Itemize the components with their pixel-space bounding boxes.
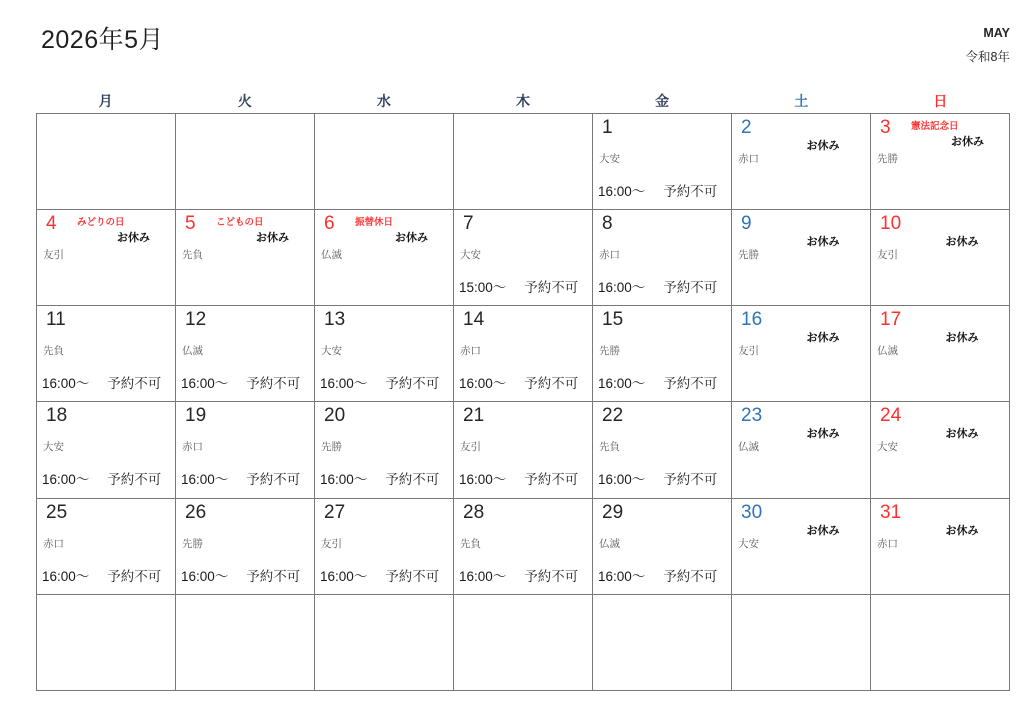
empty-cell [454, 595, 593, 691]
rokuyo-label: 仏滅 [738, 441, 759, 454]
corner-labels [966, 26, 1010, 65]
day-number: 7 [463, 213, 474, 235]
day-cell [315, 402, 454, 498]
day-cell [315, 210, 454, 306]
day-number: 12 [185, 309, 207, 331]
page-title: 2026年5月 [41, 26, 165, 54]
closed-label: お休み [256, 232, 290, 245]
time-label: 16:00〜 [320, 568, 368, 584]
closed-label: お休み [806, 236, 840, 249]
availability-note [459, 372, 578, 392]
status-label: 予約不可 [524, 472, 579, 488]
weekday-label: 金 [655, 93, 670, 109]
rokuyo-label: 友引 [321, 537, 342, 550]
rokuyo-label: 仏滅 [877, 345, 898, 358]
day-cell [593, 210, 732, 306]
time-label: 16:00〜 [459, 472, 507, 488]
weekday-label: 火 [237, 93, 252, 109]
time-label: 16:00〜 [598, 280, 646, 296]
weekday-label: 水 [376, 93, 391, 109]
day-number: 23 [741, 405, 763, 427]
day-cell [732, 402, 871, 498]
day-number: 31 [880, 501, 902, 523]
status-label: 予約不可 [385, 376, 440, 392]
day-cell [454, 210, 593, 306]
rokuyo-label: 大安 [599, 153, 620, 165]
closed-label: お休み [951, 136, 985, 148]
day-cell [454, 402, 593, 498]
day-number: 27 [324, 501, 346, 523]
closed-label: お休み [806, 140, 840, 152]
day-cell [593, 499, 732, 595]
availability-note [598, 276, 717, 296]
day-number: 28 [463, 501, 485, 523]
day-number: 8 [602, 213, 613, 235]
time-label: 16:00〜 [320, 472, 368, 488]
day-cell [593, 306, 732, 402]
time-label: 16:00〜 [181, 376, 229, 392]
day-number: 5 [185, 213, 196, 235]
day-number: 14 [463, 309, 485, 331]
weekday-label: 日 [933, 93, 948, 109]
availability-note [42, 565, 161, 585]
day-cell [732, 210, 871, 306]
status-label: 予約不可 [524, 280, 579, 296]
day-cell [732, 499, 871, 595]
day-number: 29 [602, 501, 624, 523]
rokuyo-label: 先勝 [599, 345, 620, 358]
time-label: 16:00〜 [42, 568, 90, 584]
time-label: 16:00〜 [181, 568, 229, 584]
status-label: 予約不可 [663, 280, 718, 296]
status-label: 予約不可 [524, 376, 579, 392]
day-cell [732, 306, 871, 402]
day-cell [176, 210, 315, 306]
status-label: 予約不可 [246, 376, 301, 392]
availability-note [181, 372, 300, 392]
day-cell [176, 306, 315, 402]
empty-cell [315, 114, 454, 210]
day-number: 19 [185, 405, 207, 427]
availability-note [459, 468, 578, 488]
day-number: 30 [741, 501, 763, 523]
closed-label: お休み [945, 428, 979, 441]
day-cell [593, 114, 732, 210]
time-label: 16:00〜 [181, 472, 229, 488]
availability-note [181, 565, 300, 585]
availability-note [320, 372, 439, 392]
era-year-label: 令和8年 [965, 50, 1010, 64]
rokuyo-label: 赤口 [460, 345, 481, 358]
day-number: 2 [741, 117, 752, 138]
rokuyo-label: 友引 [877, 249, 898, 262]
day-number: 6 [324, 213, 335, 235]
day-cell [732, 114, 871, 210]
day-cell [176, 402, 315, 498]
holiday-name: みどりの日 [77, 217, 125, 229]
day-number: 3 [880, 117, 891, 138]
availability-note [320, 565, 439, 585]
closed-label: お休み [806, 524, 840, 537]
empty-cell [315, 595, 454, 691]
rokuyo-label: 大安 [321, 345, 342, 358]
availability-note [320, 468, 439, 488]
rokuyo-label: 先負 [182, 249, 203, 262]
rokuyo-label: 仏滅 [182, 345, 203, 358]
day-number: 16 [741, 309, 763, 331]
status-label: 予約不可 [246, 568, 301, 584]
calendar-grid [36, 113, 1010, 691]
day-number: 22 [602, 405, 624, 427]
day-number: 26 [185, 501, 207, 523]
day-number: 13 [324, 309, 346, 331]
holiday-name: こどもの日 [216, 217, 264, 229]
day-number: 1 [602, 117, 613, 138]
rokuyo-label: 仏滅 [599, 537, 620, 550]
rokuyo-label: 大安 [43, 441, 64, 454]
status-label: 予約不可 [663, 376, 718, 392]
day-cell [37, 210, 176, 306]
closed-label: お休み [945, 332, 979, 345]
month-english-label: MAY [983, 26, 1010, 40]
day-number: 17 [880, 309, 902, 331]
day-cell [454, 499, 593, 595]
empty-cell [871, 595, 1010, 691]
availability-note [598, 180, 717, 200]
day-cell [871, 114, 1010, 210]
rokuyo-label: 先勝 [877, 153, 898, 165]
closed-label: お休み [945, 236, 979, 249]
time-label: 16:00〜 [459, 568, 507, 584]
status-label: 予約不可 [663, 472, 718, 488]
day-cell [871, 210, 1010, 306]
empty-cell [454, 114, 593, 210]
rokuyo-label: 先勝 [738, 249, 759, 262]
holiday-name: 振替休日 [355, 217, 394, 229]
weekday-header-row [36, 91, 1010, 111]
rokuyo-label: 大安 [877, 441, 898, 454]
empty-cell [176, 114, 315, 210]
rokuyo-label: 赤口 [43, 537, 64, 550]
rokuyo-label: 友引 [738, 345, 759, 358]
rokuyo-label: 友引 [43, 249, 64, 262]
weekday-label: 木 [515, 93, 530, 109]
closed-label: お休み [395, 232, 429, 245]
day-number: 10 [880, 213, 902, 235]
rokuyo-label: 先勝 [182, 537, 203, 550]
closed-label: お休み [945, 524, 979, 537]
empty-cell [732, 595, 871, 691]
closed-label: お休み [806, 332, 840, 345]
day-number: 24 [880, 405, 902, 427]
weekday-label: 月 [98, 93, 113, 109]
empty-cell [37, 114, 176, 210]
day-number: 18 [46, 405, 68, 427]
rokuyo-label: 大安 [460, 249, 481, 262]
time-label: 15:00〜 [459, 280, 507, 296]
rokuyo-label: 友引 [460, 441, 481, 454]
status-label: 予約不可 [385, 568, 440, 584]
day-number: 25 [46, 501, 68, 523]
availability-note [598, 372, 717, 392]
day-number: 11 [46, 309, 66, 331]
availability-note [42, 372, 161, 392]
day-number: 15 [602, 309, 624, 331]
time-label: 16:00〜 [598, 376, 646, 392]
status-label: 予約不可 [385, 472, 440, 488]
status-label: 予約不可 [107, 472, 162, 488]
day-cell [871, 402, 1010, 498]
time-label: 16:00〜 [598, 568, 646, 584]
day-cell [593, 402, 732, 498]
weekday-label: 土 [794, 93, 809, 109]
rokuyo-label: 赤口 [738, 153, 759, 165]
time-label: 16:00〜 [42, 472, 90, 488]
time-label: 16:00〜 [598, 184, 646, 199]
day-cell [176, 499, 315, 595]
availability-note [598, 565, 717, 585]
day-number: 20 [324, 405, 346, 427]
day-cell [871, 499, 1010, 595]
availability-note [598, 468, 717, 488]
day-number: 9 [741, 213, 752, 235]
time-label: 16:00〜 [598, 472, 646, 488]
status-label: 予約不可 [107, 568, 162, 584]
time-label: 16:00〜 [320, 376, 368, 392]
time-label: 16:00〜 [459, 376, 507, 392]
availability-note [459, 276, 578, 296]
closed-label: お休み [806, 428, 840, 441]
rokuyo-label: 先負 [43, 345, 64, 358]
closed-label: お休み [117, 232, 151, 245]
rokuyo-label: 仏滅 [321, 249, 342, 262]
status-label: 予約不可 [246, 472, 301, 488]
day-cell [315, 499, 454, 595]
status-label: 予約不可 [663, 184, 718, 199]
day-cell [454, 306, 593, 402]
time-label: 16:00〜 [42, 376, 90, 392]
empty-cell [593, 595, 732, 691]
day-number: 21 [463, 405, 485, 427]
day-cell [37, 402, 176, 498]
day-cell [37, 499, 176, 595]
empty-cell [176, 595, 315, 691]
day-cell [315, 306, 454, 402]
status-label: 予約不可 [107, 376, 162, 392]
empty-cell [37, 595, 176, 691]
rokuyo-label: 赤口 [599, 249, 620, 262]
rokuyo-label: 先負 [599, 441, 620, 454]
availability-note [42, 468, 161, 488]
rokuyo-label: 先勝 [321, 441, 342, 454]
rokuyo-label: 赤口 [877, 537, 898, 550]
availability-note [181, 468, 300, 488]
holiday-name: 憲法記念日 [911, 121, 959, 132]
day-number: 4 [46, 213, 57, 235]
status-label: 予約不可 [663, 568, 718, 584]
rokuyo-label: 赤口 [182, 441, 203, 454]
rokuyo-label: 大安 [738, 537, 759, 550]
availability-note [459, 565, 578, 585]
rokuyo-label: 先負 [460, 537, 481, 550]
day-cell [871, 306, 1010, 402]
day-cell [37, 306, 176, 402]
status-label: 予約不可 [524, 568, 579, 584]
